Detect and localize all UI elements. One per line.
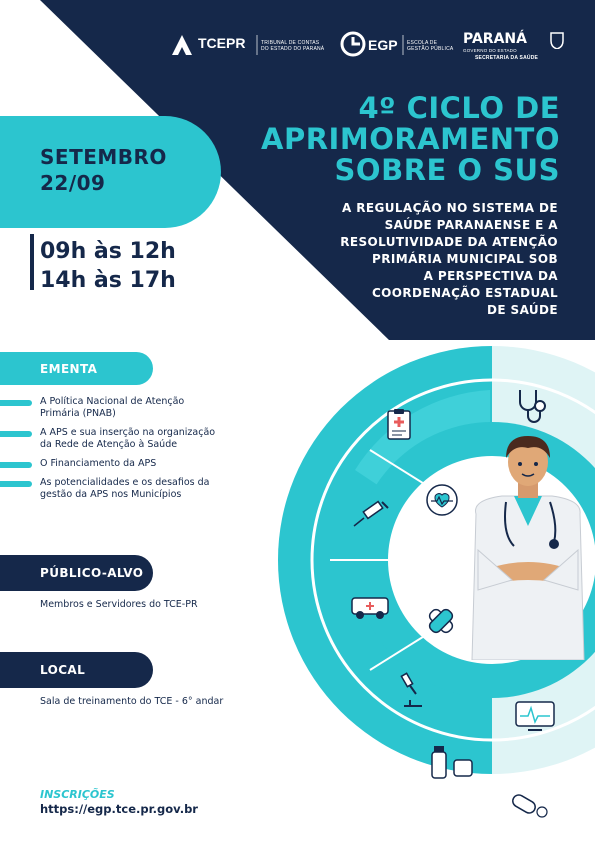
date-pill <box>0 116 221 228</box>
parana-logo[interactable] <box>463 31 567 63</box>
egp-logo[interactable] <box>340 31 402 59</box>
ementa-item-4-line-2: gestão da APS nos Municípios <box>40 489 182 500</box>
ementa-item-4-line-1: As potencialidades e os desafios da <box>40 477 210 488</box>
time-morning: 09h às 12h <box>40 239 176 264</box>
subtitle-line-5: A PERSPECTIVA DA <box>423 269 558 283</box>
ambulance-icon <box>350 592 392 620</box>
inscricoes-link[interactable]: https://egp.tce.pr.gov.br <box>40 802 198 816</box>
ementa-bullet <box>0 431 32 437</box>
ementa-bullet <box>0 400 32 406</box>
ementa-item-2-line-1: A APS e sua inserção na organização <box>40 427 216 438</box>
time-afternoon: 14h às 17h <box>40 268 176 293</box>
bandage-icon <box>424 604 458 638</box>
subtitle-line-3: RESOLUTIVIDADE DA ATENÇÃO <box>340 235 558 249</box>
publico-text: Membros e Servidores do TCE-PR <box>40 599 198 610</box>
parana-crest-icon <box>549 31 565 49</box>
parana-logo-name: PARANÁ <box>463 31 527 47</box>
subtitle-line-2: SAÚDE PARANAENSE E A <box>384 218 558 232</box>
date-day: 22/09 <box>40 171 106 195</box>
ementa-item-1 <box>40 396 250 420</box>
ementa-label: EMENTA <box>40 362 98 376</box>
tce-logo-line1: TRIBUNAL DE CONTAS <box>261 40 320 46</box>
date-month: SETEMBRO <box>40 145 167 169</box>
egp-logo-line2: GESTÃO PÚBLICA <box>407 46 454 52</box>
ementa-item-4 <box>40 477 250 501</box>
ementa-bullet <box>0 462 32 468</box>
parana-logo-line2: SECRETARIA DA SAÚDE <box>475 55 539 61</box>
inscricoes-label: INSCRIÇÕES <box>40 788 115 801</box>
ementa-item-3-line-1: O Financiamento da APS <box>40 458 157 469</box>
subtitle-line-6: COORDENAÇÃO ESTADUAL <box>371 286 558 300</box>
ementa-item-2-line-2: da Rede de Atenção à Saúde <box>40 439 178 450</box>
ementa-bullet <box>0 481 32 487</box>
parana-logo-line1: GOVERNO DO ESTADO <box>463 48 517 53</box>
egp-logo-line1: ESCOLA DE <box>407 40 438 46</box>
ementa-item-3 <box>40 458 250 470</box>
syringe-icon <box>350 500 390 530</box>
ementa-item-1-line-2: Primária (PNAB) <box>40 408 116 419</box>
microscope-icon <box>396 672 426 708</box>
title-line-3: SOBRE O SUS <box>334 153 560 187</box>
tce-logo-name: TCEPR <box>198 35 246 51</box>
title-line-1: 4º CICLO DE <box>358 91 560 125</box>
title-line-2: APRIMORAMENTO <box>261 122 560 156</box>
tce-logo[interactable] <box>170 31 255 59</box>
subtitle-line-7: DE SAÚDE <box>487 303 558 317</box>
heart-monitor-icon <box>426 484 458 516</box>
publico-pill <box>0 555 153 591</box>
ementa-item-2 <box>40 427 250 451</box>
local-text: Sala de treinamento do TCE - 6° andar <box>40 696 224 707</box>
medicine-icon <box>428 744 478 780</box>
event-subtitle <box>240 200 558 319</box>
local-pill <box>0 652 153 688</box>
pill-icon <box>510 790 550 820</box>
publico-label: PÚBLICO-ALVO <box>40 566 144 580</box>
clipboard-icon <box>386 408 412 440</box>
stethoscope-icon <box>514 388 554 426</box>
tce-logo-icon <box>170 33 194 57</box>
tce-logo-line2: DO ESTADO DO PARANÁ <box>261 46 325 52</box>
local-label: LOCAL <box>40 663 86 677</box>
ementa-item-1-line-1: A Política Nacional de Atenção <box>40 396 185 407</box>
ementa-pill <box>0 352 153 385</box>
egp-logo-icon <box>340 31 366 57</box>
subtitle-line-4: PRIMÁRIA MUNICIPAL SOB <box>372 252 558 266</box>
doctor-illustration <box>462 430 592 660</box>
subtitle-line-1: A REGULAÇÃO NO SISTEMA DE <box>341 201 558 215</box>
ecg-monitor-icon <box>514 700 556 734</box>
event-title <box>220 93 560 186</box>
egp-logo-name: EGP <box>368 37 398 53</box>
time-divider <box>30 234 34 290</box>
